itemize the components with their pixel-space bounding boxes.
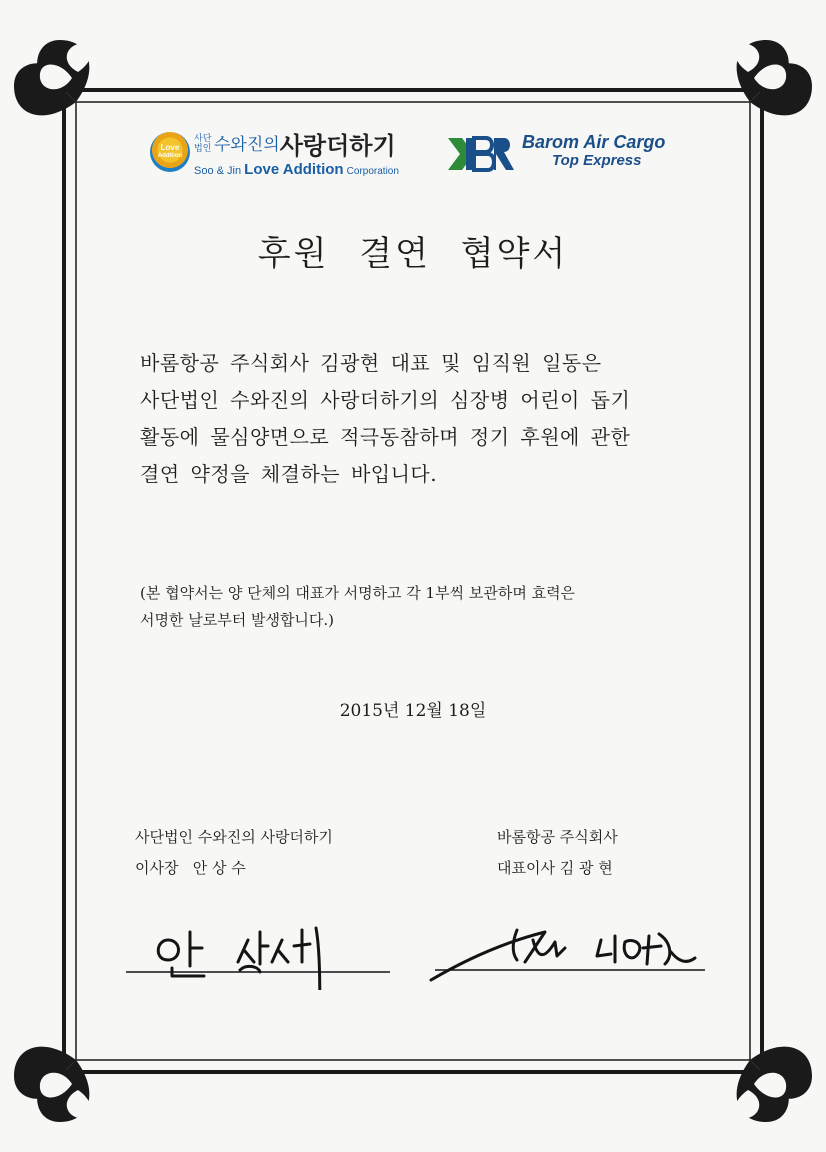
corner-ornament-top-left: [14, 40, 92, 115]
note-line: (본 협약서는 양 단체의 대표가 서명하고 각 1부씩 보관하며 효력은: [140, 584, 576, 602]
agreement-date: 2015년 12월 18일: [339, 701, 487, 721]
love-addition-logo: [150, 130, 420, 180]
body-line: 사단법인 수와진의 사랑더하기의 심장병 어린이 돕기: [140, 388, 631, 412]
barom-air-cargo-logo: [448, 132, 688, 176]
signature-left-handwritten: [120, 910, 400, 990]
document-title: 후원 결연 협약서: [257, 234, 569, 274]
logo-ko-program: 사랑더하기: [279, 132, 396, 160]
love-addition-badge-icon: [150, 132, 190, 172]
barom-tagline: Top Express: [552, 152, 642, 169]
signature-right-handwritten: [425, 912, 710, 992]
barom-br-mark-icon: [448, 136, 518, 172]
corner-ornament-top-right: [735, 40, 813, 115]
logo-english-name: [194, 161, 399, 178]
signatory-right: [497, 822, 618, 884]
badge-bottom-text: Addition: [157, 153, 183, 159]
signatory-right-title-name: 대표이사 김 광 현: [497, 859, 613, 877]
corner-ornament-bottom-left: [14, 1047, 92, 1122]
signatory-left-title-name: 이사장 안 상 수: [135, 859, 246, 877]
body-line: 활동에 물심양면으로 적극동참하며 정기 후원에 관한: [140, 425, 631, 449]
signatory-left-organization: 사단법인 수와진의 사랑더하기: [135, 828, 333, 846]
logo-prefix-line2: 법인: [194, 144, 212, 154]
logo-prefix-line1: 사단: [194, 134, 212, 144]
badge-top-text: Love: [160, 143, 180, 152]
signatory-right-organization: 바롬항공 주식회사: [497, 828, 618, 846]
logo-en-name: Love Addition: [244, 161, 344, 178]
barom-name: Barom Air Cargo: [522, 132, 666, 152]
note-line: 서명한 날로부터 발생합니다.): [140, 611, 335, 629]
logo-ko-name: 수와진의: [214, 135, 280, 155]
body-line: 바롬항공 주식회사 김광현 대표 및 임직원 일동은: [140, 351, 602, 375]
logo-en-suffix: Corporation: [346, 166, 399, 177]
logo-korean-name: [194, 130, 396, 165]
logo-en-prefix: Soo & Jin: [194, 165, 242, 177]
agreement-body: [140, 345, 700, 493]
barom-logo-text: [522, 132, 665, 170]
validity-note: [140, 580, 700, 634]
corner-ornament-bottom-right: [735, 1047, 813, 1122]
signatory-left: [135, 822, 333, 884]
body-line: 결연 약정을 체결하는 바입니다.: [140, 462, 438, 486]
